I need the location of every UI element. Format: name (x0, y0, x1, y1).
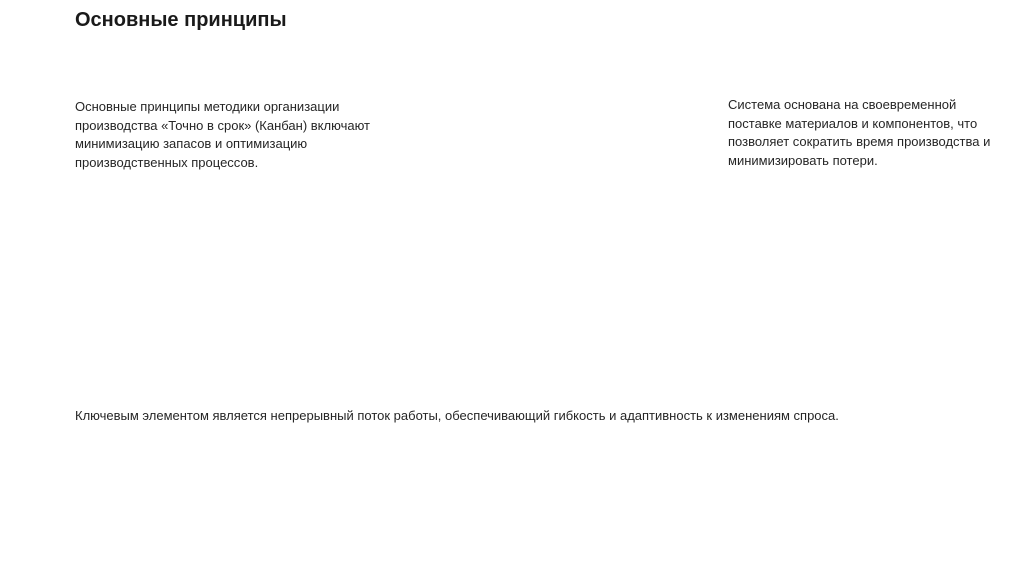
right-text-block: Система основана на своевременной поставке материалов и компонентов, что позволяет сократить время производства и минимизировать потери. (728, 97, 991, 168)
left-text-block: Основные принципы методики организации производства «Точно в срок» (Канбан) включают минимизацию запасов и оптимизацию производственных процессов. (75, 99, 370, 170)
bottom-text-block: Ключевым элементом является непрерывный поток работы, обеспечивающий гибкость и адаптивность к изменениям спроса. (75, 408, 839, 423)
slide-title: Основные принципы (75, 9, 287, 31)
